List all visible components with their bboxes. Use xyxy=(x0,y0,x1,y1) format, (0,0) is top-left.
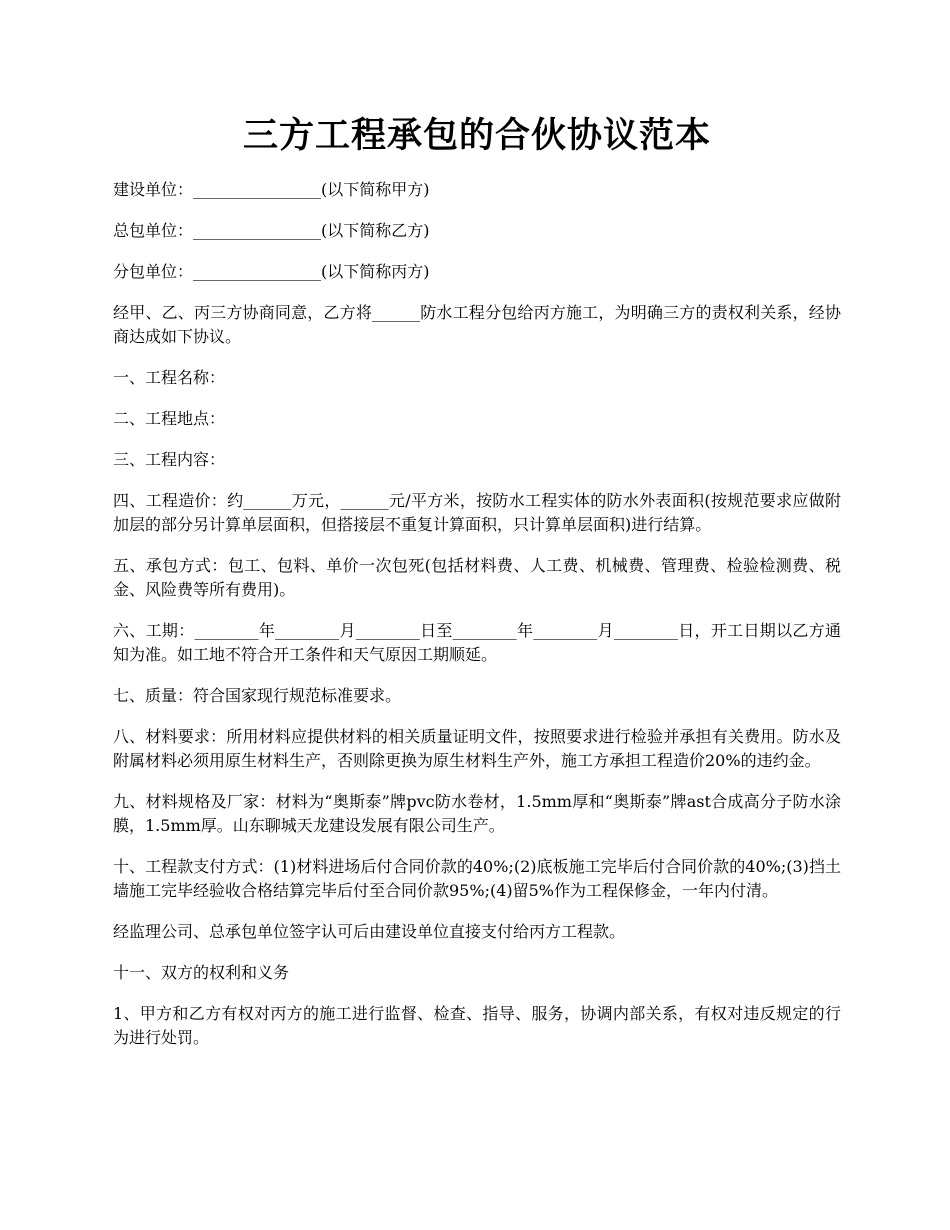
paragraph-payment-approval: 经监理公司、总承包单位签字认可后由建设单位直接支付给丙方工程款。 xyxy=(113,922,626,941)
clause-project-location: 二、工程地点： xyxy=(113,409,226,428)
clause-quality: 七、质量：符合国家现行规范标准要求。 xyxy=(113,686,402,705)
paragraph-party-b: 总包单位：________________(以下简称乙方) xyxy=(113,221,430,240)
paragraph-party-a: 建设单位：________________(以下简称甲方) xyxy=(113,180,430,199)
clause-project-cost: 四、工程造价：约______万元，______元/平方米，按防水工程实体的防水外表面积(按规范要求应做附加层的部分另计算单层面积，但搭接层不重复计算面积，只计算单层面积)进行结算。 xyxy=(113,491,841,534)
clause-rights-obligations: 十一、双方的权利和义务 xyxy=(113,963,290,982)
clause-material-specs: 九、材料规格及厂家：材料为“奥斯泰”牌pvc防水卷材，1.5mm厚和“奥斯泰”牌ast合成高分子防水涂膜，1.5mm厚。山东聊城天龙建设发展有限公司生产。 xyxy=(113,792,841,835)
clause-rights-item-1: 1、甲方和乙方有权对丙方的施工进行监督、检查、指导、服务，协调内部关系，有权对违反规定的行为进行处罚。 xyxy=(113,1004,841,1047)
paragraph-party-c: 分包单位：________________(以下简称丙方) xyxy=(113,262,430,281)
paragraph-preamble: 经甲、乙、丙三方协商同意，乙方将______防水工程分包给丙方施工，为明确三方的责权利关系，经协商达成如下协议。 xyxy=(113,303,841,346)
clause-payment-method: 十、工程款支付方式：(1)材料进场后付合同价款的40%;(2)底板施工完毕后付合同价款的40%;(3)挡土墙施工完毕经验收合格结算完毕后付至合同价款95%;(4)留5%作为工程保修金，一年内付清。 xyxy=(113,857,841,900)
document-title: 三方工程承包的合伙协议范本 xyxy=(242,115,711,156)
clause-material-requirements: 八、材料要求：所用材料应提供材料的相关质量证明文件，按照要求进行检验并承担有关费用。防水及附属材料必须用原生材料生产，否则除更换为原生材料生产外，施工方承担工程造价20%的违约金。 xyxy=(113,727,841,770)
document-page xyxy=(113,110,841,1067)
clause-schedule: 六、工期：________年________月________日至________年________月________日，开工日期以乙方通知为准。如工地不符合开工条件和天气原因工期顺延。 xyxy=(113,621,841,664)
clause-project-name: 一、工程名称： xyxy=(113,368,226,387)
clause-contract-method: 五、承包方式：包工、包料、单价一次包死(包括材料费、人工费、机械费、管理费、检验检测费、税金、风险费等所有费用)。 xyxy=(113,556,841,599)
clause-project-content: 三、工程内容： xyxy=(113,450,226,469)
